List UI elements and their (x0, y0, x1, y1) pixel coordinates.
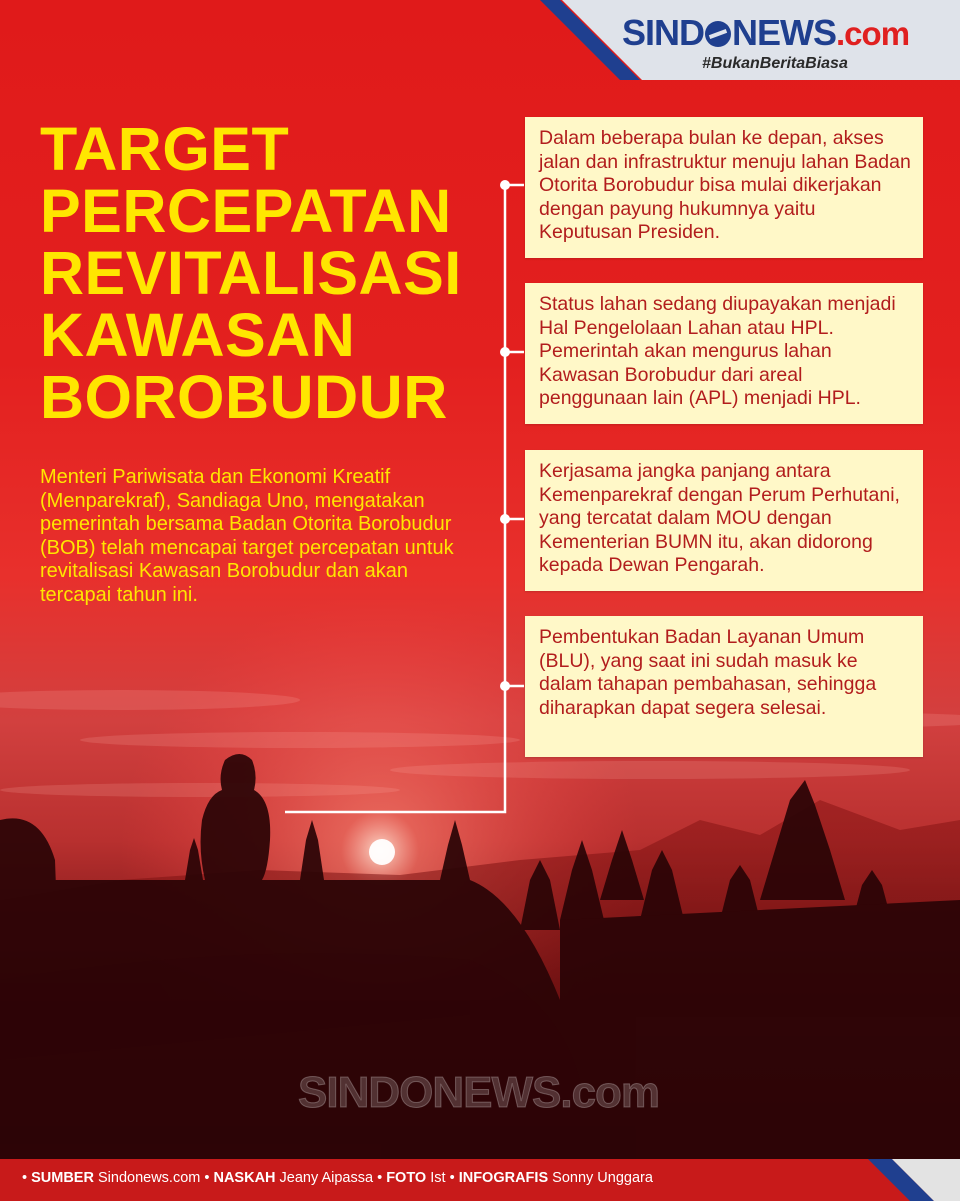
title-line: BOROBUDUR (40, 363, 448, 431)
point-card-3: Kerjasama jangka panjang antara Kemenparekraf dengan Perum Perhutani, yang tercatat dalam MOU dengan Kementerian BUMN itu, akan didorong kepada Dewan Pengarah. (525, 450, 923, 591)
title-line: PERCEPATAN (40, 177, 452, 245)
point-card-4: Pembentukan Badan Layanan Umum (BLU), yang saat ini sudah masuk ke dalam tahapan pembahasan, sehingga diharapkan dapat segera selesai. (525, 616, 923, 757)
source-value: Sindonews.com (97, 1170, 201, 1186)
point-card-2: Status lahan sedang diupayakan menjadi Hal Pengelolaan Lahan atau HPL. Pemerintah akan mengurus lahan Kawasan Borobudur dari areal penggunaan lain (APL) menjadi HPL. (525, 283, 923, 424)
source-label: SUMBER (31, 1170, 94, 1186)
graphic-label: INFOGRAFIS (458, 1170, 549, 1186)
logo-text-com: .com (836, 15, 910, 52)
timeline-node (500, 514, 510, 524)
photo-value: Ist (430, 1170, 446, 1186)
logo-text-sind: SIND (622, 12, 705, 53)
intro-paragraph: Menteri Pariwisata dan Ekonomi Kreatif (Menparekraf), Sandiaga Uno, mengatakan pemerintah bersama Badan Otorita Borobudur (BOB) telah mencapai target percepatan untuk revitalisasi Kawasan Borobudur dan akan tercapai tahun ini. (40, 466, 454, 606)
title-line: REVITALISASI (40, 239, 462, 307)
writer-value: Jeany Aipassa (279, 1170, 374, 1186)
writer-label: NASKAH (213, 1170, 276, 1186)
footer-credits: • SUMBER Sindonews.com • NASKAH Jeany Aipassa • FOTO Ist • INFOGRAFIS Sonny Unggara (22, 1170, 653, 1186)
timeline-node (500, 681, 510, 691)
timeline-node (500, 347, 510, 357)
logo-text-news: NEWS (732, 12, 837, 53)
photo-label: FOTO (386, 1170, 427, 1186)
brand-hashtag: #BukanBeritaBiasa (702, 55, 848, 72)
point-card-1: Dalam beberapa bulan ke depan, akses jalan dan infrastruktur menuju lahan Badan Otorita Borobudur bisa mulai dikerjakan dengan payung hukumnya yaitu Keputusan Presiden. (525, 117, 923, 258)
sindonews-watermark: SINDONEWS.com (298, 1068, 660, 1117)
graphic-value: Sonny Unggara (552, 1170, 653, 1186)
title-line: TARGET (40, 115, 290, 183)
title-line: KAWASAN (40, 301, 356, 369)
timeline-node (500, 180, 510, 190)
